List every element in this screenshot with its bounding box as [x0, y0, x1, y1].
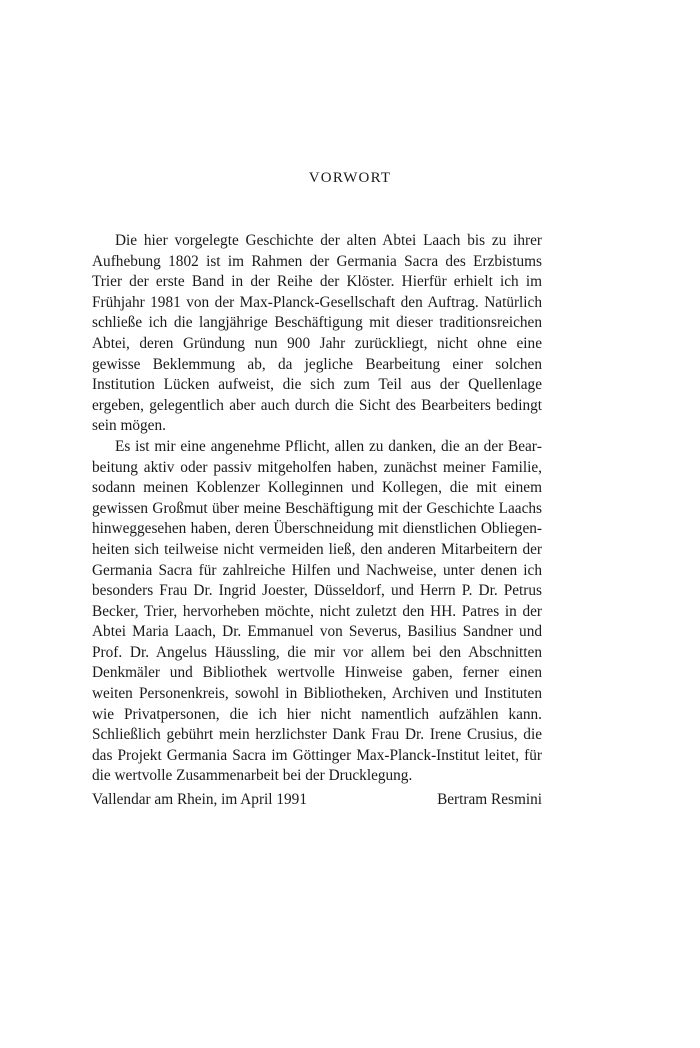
preface-body — [92, 231, 542, 787]
author-signature: Bertram Resmini — [437, 791, 542, 808]
paragraph-1: Die hier vorgelegte Geschichte der alten Abtei Laach bis zu ihrer Aufhebung 1802 ist im Rahmen der Germania Sacra des Erzbistums Trier der erste Band in der Reihe der Klöster. Hierfür erhielt ich im Frühjahr 1981 von der Max-Planck-Gesellschaft den Auftrag. Natürlich schließe ich die langjährige Beschäftigung mit dieser traditionsreichen Abtei, deren Gründung nun 900 Jahr zurückliegt, nicht ohne eine gewisse Beklemmung ab, da jegliche Bearbeitung einer solchen Institution Lücken aufweist, die sich zum Teil aus der Quellenlage ergeben, gelegentlich aber auch durch die Sicht des Bearbeiters bedingt sein mögen. — [92, 232, 542, 435]
page-title: VORWORT — [308, 170, 392, 186]
closing-line — [92, 790, 542, 811]
paragraph-2: Es ist mir eine angenehme Pflicht, allen zu danken, die an der Bearbeitung aktiv oder passiv mitgeholfen haben, zunächst meiner Familie, sodann meinen Koblenzer Kolleginnen und Kollegen, die mit einem gewissen Großmut über meine Beschäftigung mit der Geschichte Laachs hinweggesehen haben, deren Überschneidung mit dienstlichen Obliegenheiten sich teilweise nicht vermeiden ließ, den anderen Mitarbeitern der Germania Sacra für zahlreiche Hilfen und Nachweise, unter denen ich besonders Frau Dr. Ingrid Joester, Düsseldorf, und Herrn P. Dr. Petrus Becker, Trier, hervorheben möchte, nicht zuletzt den HH. Patres in der Abtei Maria Laach, Dr. Emmanuel von Severus, Basilius Sandner und Prof. Dr. Angelus Häussling, die mir vor allem bei den Abschnitten Denkmäler und Bibliothek wertvolle Hinweise gaben, ferner einen weiten Personenkreis, sowohl in Bibliotheken, Archiven und Instituten wie Privatpersonen, die ich hier nicht namentlich aufzählen kann. Schließlich gebührt mein herzlichster Dank Frau Dr. Irene Crusius, die das Projekt Germania Sacra im Göttinger Max-Planck-Institut leitet, für die wertvolle Zusammenarbeit bei der Drucklegung. — [92, 437, 542, 785]
place-date: Vallendar am Rhein, im April 1991 — [92, 791, 307, 808]
